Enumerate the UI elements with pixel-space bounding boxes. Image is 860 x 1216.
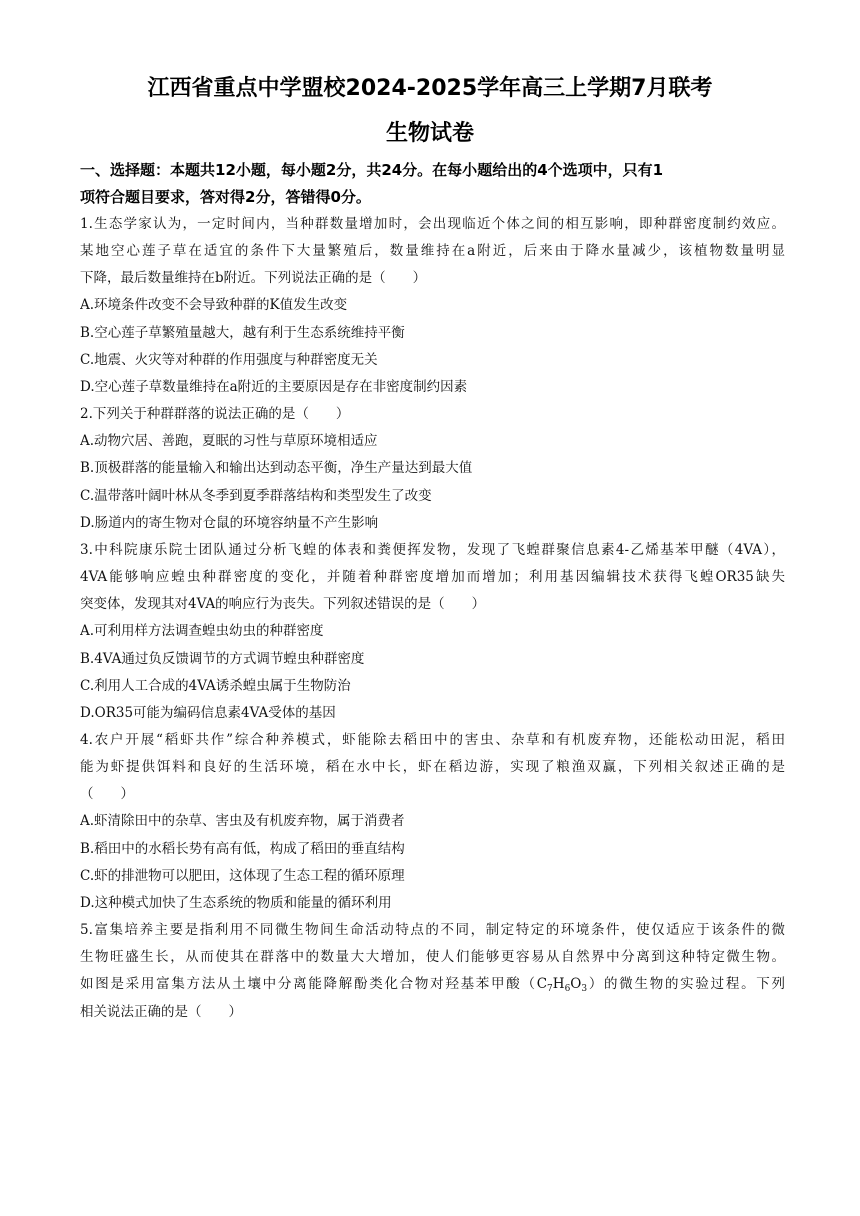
question-stem-line: 4VA能够响应蝗虫种群密度的变化，并随着种群密度增加而增加；利用基因编辑技术获得飞蝗OR35缺失	[80, 569, 785, 586]
section-heading-line: 项符合题目要求，答对得2分，答错得0分。	[80, 188, 371, 206]
question-stem-line: 突变体，发现其对4VA的响应行为丧失。下列叙述错误的是（ ）	[80, 596, 486, 613]
question-stem-line: 2.下列关于种群群落的说法正确的是（ ）	[80, 406, 350, 423]
answer-option-b: B.稻田中的水稻长势有高有低，构成了稻田的垂直结构	[80, 840, 405, 857]
question-stem-line: 4.农户开展“稻虾共作”综合种养模式，虾能除去稻田中的害虫、杂草和有机废弃物，还能松动田泥，稻田	[80, 731, 785, 748]
question-stem-line: 下降，最后数量维持在b附近。下列说法正确的是（ ）	[80, 270, 427, 287]
answer-option-b: B.4VA通过负反馈调节的方式调节蝗虫种群密度	[80, 650, 365, 667]
question-stem-line: 1.生态学家认为，一定时间内，当种群数量增加时，会出现临近个体之间的相互影响，即种群密度制约效应。	[80, 216, 785, 232]
question-2	[80, 401, 785, 537]
answer-option-d: D.这种模式加快了生态系统的物质和能量的循环利用	[80, 894, 392, 911]
answer-option-c: C.地震、火灾等对种群的作用强度与种群密度无关	[80, 351, 378, 368]
question-stem-line: 某地空心莲子草在适宜的条件下大量繁殖后，数量维持在a附近，后来由于降水量减少，该植物数量明显	[80, 243, 785, 260]
answer-option-c: C.温带落叶阔叶林从冬季到夏季群落结构和类型发生了改变	[80, 487, 432, 504]
question-stem-line: 3.中科院康乐院士团队通过分析飞蝗的体表和粪便挥发物，发现了飞蝗群聚信息素4-乙烯基苯甲醚（4VA），	[80, 541, 785, 558]
question-list	[80, 211, 785, 1026]
question-stem-line: 生物旺盛生长，从而使其在群落中的数量大大增加，使人们能够更容易从自然界中分离到这种特定微生物。	[80, 949, 785, 966]
exam-subtitle: 生物试卷	[385, 121, 474, 146]
question-3	[80, 537, 785, 727]
question-stem-line: 如图是采用富集方法从土壤中分离能降解酚类化合物对羟基苯甲酸$(C_7H_6O_3)$的微生物的实验过程。下列	[80, 976, 785, 995]
answer-option-a: A.可利用样方法调查蝗虫幼虫的种群密度	[80, 623, 324, 640]
section-heading	[80, 157, 785, 211]
answer-option-a: A.动物穴居、善跑，夏眠的习性与草原环境相适应	[80, 433, 378, 450]
question-stem-line: （ ）	[80, 786, 134, 803]
question-1	[80, 211, 785, 401]
answer-option-b: B.空心莲子草繁殖量越大，越有利于生态系统维持平衡	[80, 324, 405, 341]
answer-option-c: C.虾的排泄物可以肥田，这体现了生态工程的循环原理	[80, 867, 405, 884]
answer-option-d: D.OR35可能为编码信息素4VA受体的基因	[80, 704, 336, 721]
question-5	[80, 917, 785, 1026]
answer-option-a: A.虾清除田中的杂草、害虫及有机废弃物，属于消费者	[80, 813, 405, 830]
answer-option-a: A.环境条件改变不会导致种群的K值发生改变	[80, 297, 348, 314]
section-heading-line: 一、选择题：本题共12小题，每小题2分，共24分。在每小题给出的4个选项中，只有1	[80, 161, 664, 179]
answer-option-d: D.空心莲子草数量维持在a附近的主要原因是存在非密度制约因素	[80, 378, 468, 395]
question-stem-line: 能为虾提供饵料和良好的生活环境，稻在水中长，虾在稻边游，实现了粮渔双赢，下列相关叙述正确的是	[80, 759, 785, 776]
exam-title: 江西省重点中学盟校2024-2025学年高三上学期7月联考	[147, 76, 713, 101]
question-stem-line: 5.富集培养主要是指利用不同微生物间生命活动特点的不同，制定特定的环境条件，使仅适应于该条件的微	[80, 922, 785, 939]
answer-option-b: B.顶极群落的能量输入和输出达到动态平衡，净生产量达到最大值	[80, 460, 473, 477]
answer-option-d: D.肠道内的寄生物对仓鼠的环境容纳量不产生影响	[80, 514, 379, 531]
question-stem-line: 相关说法正确的是（ ）	[80, 1003, 242, 1020]
question-4	[80, 727, 785, 917]
answer-option-c: C.利用人工合成的4VA诱杀蝗虫属于生物防治	[80, 677, 351, 694]
